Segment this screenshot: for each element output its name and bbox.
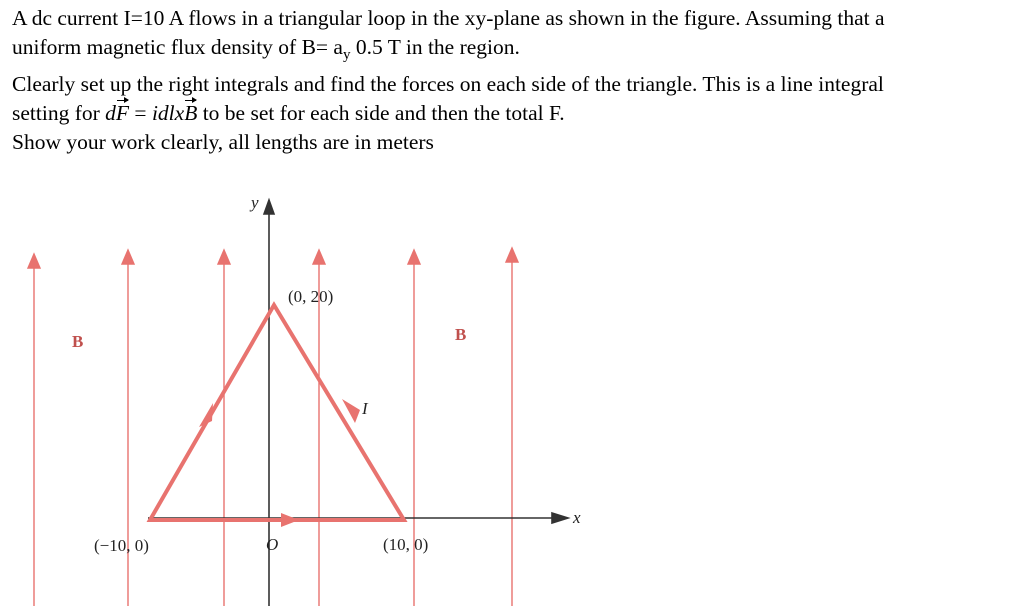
field-label-left: B bbox=[72, 332, 84, 351]
current-label: I bbox=[362, 399, 368, 418]
math-vector-B: B bbox=[184, 99, 197, 128]
field-line-6-arrow-icon bbox=[506, 248, 518, 262]
problem-line-1: A dc current I=10 A flows in a triangular loop in the xy-plane as shown in the figure. Assuming that a bbox=[12, 6, 885, 30]
problem-line-5: Show your work clearly, all lengths are in meters bbox=[12, 130, 434, 154]
origin-label: O bbox=[266, 535, 279, 554]
axes bbox=[148, 200, 568, 606]
current-direction-arrows bbox=[199, 399, 360, 527]
field-line-1-arrow-icon bbox=[28, 254, 40, 268]
y-axis-arrow-icon bbox=[264, 200, 274, 214]
current-arrow-left-side-icon bbox=[199, 403, 213, 427]
field-label-right: B bbox=[455, 325, 467, 344]
problem-line-2-text-b: 0.5 T in the region. bbox=[350, 35, 520, 59]
math-equals: = bbox=[129, 101, 152, 125]
problem-line-4-text-a: setting for bbox=[12, 101, 106, 125]
math-idl: idl bbox=[151, 101, 175, 125]
field-line-4-arrow-icon bbox=[313, 250, 325, 264]
problem-line-3: Clearly set up the right integrals and find the forces on each side of the triangle. This is a line integral bbox=[12, 72, 884, 96]
unit-vector-subscript: y bbox=[342, 47, 351, 63]
field-line-5-arrow-icon bbox=[408, 250, 420, 264]
current-arrow-bottom-icon bbox=[281, 513, 299, 527]
x-axis-label: x bbox=[573, 508, 581, 527]
x-axis-arrow-icon bbox=[552, 513, 568, 523]
math-d: d bbox=[105, 101, 116, 125]
y-axis-label: y bbox=[251, 193, 259, 212]
left-vertex-label: (−10, 0) bbox=[94, 536, 149, 555]
apex-label: (0, 20) bbox=[288, 287, 334, 306]
problem-line-2-text-a: uniform magnetic flux density of B= a bbox=[12, 35, 343, 59]
math-cross: x bbox=[174, 101, 185, 125]
right-vertex-label: (10, 0) bbox=[383, 535, 429, 554]
field-line-3-arrow-icon bbox=[218, 250, 230, 264]
math-vector-F: F bbox=[116, 99, 129, 128]
problem-line-4-text-b: to be set for each side and then the total F. bbox=[197, 101, 565, 125]
field-line-2-arrow-icon bbox=[122, 250, 134, 264]
